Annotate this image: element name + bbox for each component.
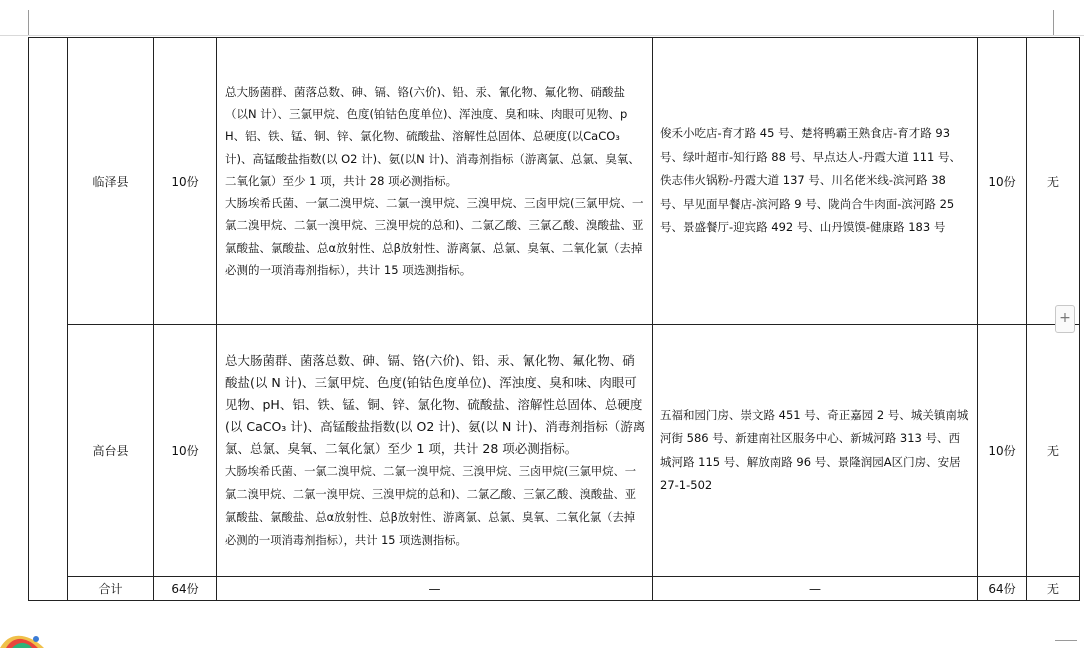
total-sites-cell: — xyxy=(653,577,978,601)
app-logo-icon xyxy=(0,630,46,648)
merged-first-column xyxy=(29,38,68,601)
test-items-cell xyxy=(217,38,653,325)
sampling-table xyxy=(28,37,1080,601)
sampling-sites-text: 俊禾小吃店-育才路 45 号、楚将鸭霸王熟食店-育才路 93 号、绿叶超市-知行路 88 号、早点达人-丹霞大道 111 号、佚志伟火锅粉-丹霞大道 137 号、川名佬米线-滨河路 38 号、早见面早餐店-滨河路 9 号、陇尚合牛肉面-滨河路 25 号、景盛餐厅-迎宾路 492 号、山丹馍馍-健康路 183 号 xyxy=(660,126,962,235)
unqualified-cell: 无 xyxy=(1027,38,1080,325)
required-items-text: 总大肠菌群、菌落总数、砷、镉、铬(六价)、铅、汞、氰化物、氟化物、硝酸盐（以N 计）、三氯甲烷、色度(铂钴色度单位)、浑浊度、臭和味、肉眼可见物、pH、铝、铁、锰、铜、锌、氯化物、硫酸盐、溶解性总固体、总硬度(以CaCO₃ 计)、高锰酸盐指数(以 O2 计)、氨(以N 计)、消毒剂指标（游离氯、总氯、臭氧、二氧化氯）至少 1 项，共计 28 项必测指标。 xyxy=(225,84,640,188)
sampling-sites-cell xyxy=(653,325,978,577)
unqualified-cell: 无 xyxy=(1027,325,1080,577)
right-margin-mark xyxy=(1053,10,1054,35)
tested-count-cell: 10份 xyxy=(978,325,1027,577)
tested-count-cell: 10份 xyxy=(978,38,1027,325)
left-margin-mark xyxy=(28,10,29,35)
total-count-cell: 64份 xyxy=(154,577,217,601)
optional-items-text: 大肠埃希氏菌、一氯二溴甲烷、二氯一溴甲烷、三溴甲烷、三卤甲烷(三氯甲烷、一氯二溴甲烷、二氯一溴甲烷、三溴甲烷的总和)、二氯乙酸、三氯乙酸、溴酸盐、亚氯酸盐、氯酸盐、总α放射性、总β放射性、游离氯、总氯、臭氧、二氧化氯（去掉必测的一项消毒剂指标），共计 15 项选测指标。 xyxy=(225,196,644,278)
add-row-plus-icon[interactable]: + xyxy=(1055,305,1075,333)
sample-count-cell: 10份 xyxy=(154,38,217,325)
bottom-margin-mark xyxy=(1055,640,1077,641)
required-items-text: 总大肠菌群、菌落总数、砷、镉、铬(六价)、铅、汞、氰化物、氟化物、硝酸盐(以 N 计)、三氯甲烷、色度(铂钴色度单位)、浑浊度、臭和味、肉眼可见物、pH、铝、铁、锰、铜、锌、氯化物、硫酸盐、溶解性总固体、总硬度(以 CaCO₃ 计)、高锰酸盐指数(以 O2 计)、氨(以 N 计)、消毒剂指标（游离氯、总氯、臭氧、二氧化氯）至少 1 项，共计 28 项必测指标。 xyxy=(225,352,646,456)
optional-items-text: 大肠埃希氏菌、一氯二溴甲烷、二氯一溴甲烷、三溴甲烷、三卤甲烷(三氯甲烷、一氯二溴甲烷、二氯一溴甲烷、三溴甲烷的总和)、二氯乙酸、三氯乙酸、溴酸盐、亚氯酸盐、氯酸盐、总α放射性、总β放射性、游离氯、总氯、臭氧、二氧化氯（去掉必测的一项消毒剂指标），共计 15 项选测指标。 xyxy=(225,464,637,547)
sampling-sites-cell xyxy=(653,38,978,325)
total-tested-count-cell: 64份 xyxy=(978,577,1027,601)
total-row xyxy=(29,577,1080,601)
header-ruler-line xyxy=(0,35,1084,36)
sample-count-cell: 10份 xyxy=(154,325,217,577)
test-items-cell xyxy=(217,325,653,577)
total-label-cell: 合计 xyxy=(68,577,154,601)
county-cell: 高台县 xyxy=(68,325,154,577)
table-row xyxy=(29,38,1080,325)
county-cell: 临泽县 xyxy=(68,38,154,325)
total-unqualified-cell: 无 xyxy=(1027,577,1080,601)
total-items-cell: — xyxy=(217,577,653,601)
sampling-sites-text: 五福和园门房、崇文路 451 号、奇正嘉园 2 号、城关镇南城河街 586 号、新建南社区服务中心、新城河路 313 号、西城河路 115 号、解放南路 96 号、景隆润园A区门房、安居 27-1-502 xyxy=(660,407,969,492)
table-row xyxy=(29,325,1080,577)
